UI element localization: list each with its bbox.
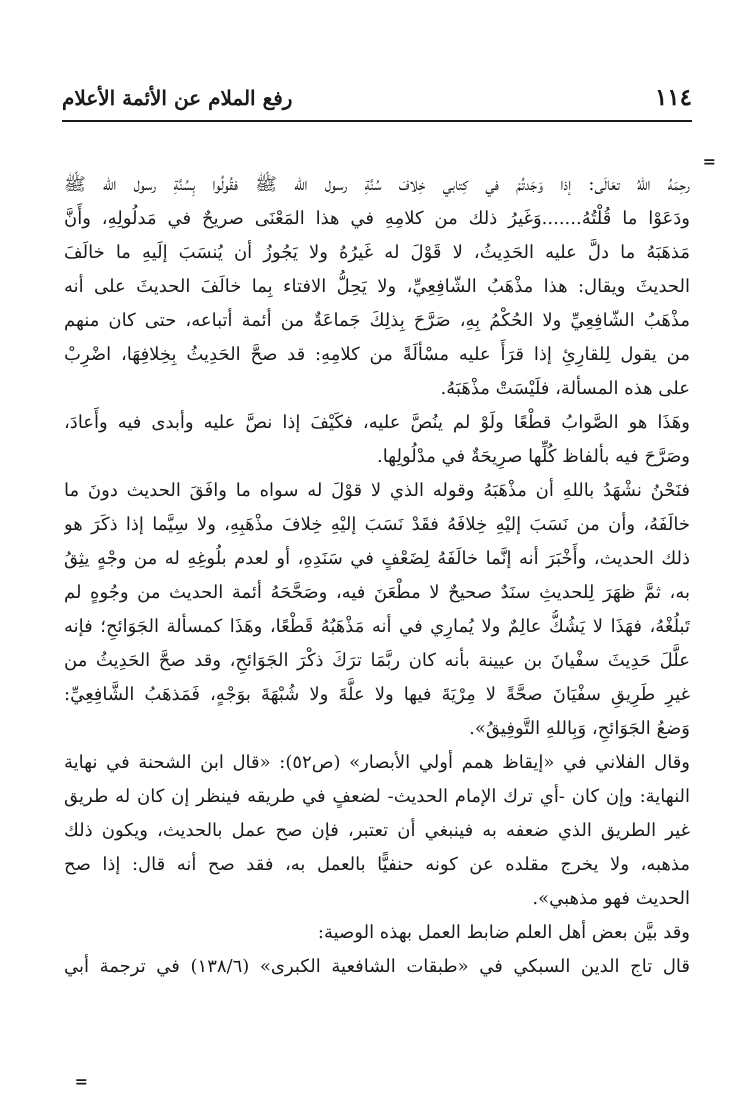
text-line: وقال الفلاني في «إيقاظ همم أولي الأبصار» (ص٥٢): «قال ابن الشحنة في نهاية (64, 752, 690, 773)
text-line: علَّلَ حَدِيثَ سفْيانَ بن عيينة بأنه كان ربَّمَا ترَكَ ذكْرَ الجَوَائحِ، وقد صحَّ الحَدِيثُ من (64, 650, 690, 671)
text-line: به، ثمَّ ظهَرَ لِلحديثِ سنَدٌ صحيحٌ لا مطْعَنَ فيه، وصَحَّحَهُ أئمة الحديث من وجُوهٍ لم (64, 582, 690, 603)
text-line: تَبلُغْهُ، فهَذَا لا يَشُكُّ عالِمٌ ولا يُمارِي في أنه مَذْهَبُهُ قَطْعًا، وهَذَا كمسألة الجَوَائحِ؛ فإنه (64, 616, 690, 637)
text-line: وَضعُ الجَوَائحِ، وَبِاللهِ التَّوفِيقُ». (469, 718, 690, 739)
text-line: رحِمَهُ اللهُ تعَالَى: إذا وَجَدتُمْ في كِتابي خِلافَ سُنَّةِ رسول الله ﷺ فقُولُوا بِسُنَّةِ رسول الله ﷺ (64, 174, 690, 195)
text-line: غيرِ طَرِيقِ سفْيَانَ صحَّةً لا مِرْيَةَ فيها ولا علَّةَ ولا شُبْهَةَ بوَجْهٍ، فَمَذهَبُ الشَّافِعِيِّ: (64, 684, 690, 705)
page-number: ١١٤ (654, 84, 692, 111)
page-header (62, 84, 692, 118)
text-line: قال تاج الدين السبكي في «طبقات الشافعية الكبرى» (١٣٨/٦) في ترجمة أبي (64, 956, 690, 977)
text-line: فنَحْنُ نشْهَدُ باللهِ أن مذْهَبَهُ وقوله الذي لا قوْلَ له سواه ما وافَقَ الحديث دونَ ما (64, 480, 690, 501)
text-line: ذلك الحديث، وأَخْبَرَ أنه إنَّما خالَفَهُ لِضَعْفٍ في سَنَدِهِ، أو لعدم بلُوغِهِ له من وجْهٍ يثِقُ (64, 548, 690, 569)
running-title: رفع الملام عن الأئمة الأعلام (62, 86, 293, 110)
text-line: وهَذَا هو الصَّوابُ قطْعًا ولَوْ لم ينُصَّ عليه، فكَيْفَ إذا نصَّ عليه وأبدى فيه وأَعادَ، (64, 412, 690, 433)
footnote-continuation-marker-top: = (702, 152, 716, 171)
footnote-body-text (64, 168, 690, 984)
text-line: غير الطريق الذي ضعفه به فينبغي أن تعتبر، فإن صح عمل بالحديث، ويكون ذلك (64, 820, 690, 841)
text-line: الحديثَ ويقال: هذا مذْهَبُ الشّافِعِيِّ، ولا يَحِلُّ الافتاء بِما خالَفَ الحديثَ على أنه (64, 276, 690, 297)
text-line: النهاية: وإن كان -أي ترك الإمام الحديث- لضعفٍ في طريقه فينظر إن كان له طريق (64, 786, 690, 807)
text-line: وصَرَّحَ فيه بألفاظ كُلِّها صرِيحَةٌ في مدْلُولِها. (376, 446, 690, 467)
text-line: مذهبه، ولا يخرج مقلده عن كونه حنفيًّا بالعمل به، فقد صح أنه قال: إذا صح (64, 854, 690, 875)
text-line: مذْهَبُ الشّافِعِيِّ ولا الحُكْمُ بِهِ، صَرَّحَ بِذلِكَ جَماعَةٌ من أئمة أتباعه، حتى كان منهم (64, 310, 690, 331)
footnote-continuation-marker-bottom: = (74, 1072, 88, 1091)
text-line: ودَعَوْا ما قُلْتُهُ.......وَغَيرُ ذلك من كلامِهِ في هذا المَعْنَى صريحٌ في مَدلُولِهِ، وأَنَّ (64, 208, 690, 229)
text-line: خالَفَهُ، وأن من نَسَبَ إليْهِ خِلافَهُ فقَدْ نَسَبَ إليْهِ خِلافَ مذْهَبِهِ، ولا سِيَّما إذا ذكَرَ هو (64, 514, 690, 535)
text-line: وقد بيَّن بعض أهل العلم ضابط العمل بهذه الوصية: (317, 922, 690, 943)
header-rule (62, 120, 692, 122)
text-line: الحديث فهو مذهبي». (532, 888, 690, 909)
text-line: مَذهَبَهُ ما دلَّ عليه الحَدِيثُ، لا قَوْلَ له غَيرُهُ ولا يَجُوزُ أن يُنسَبَ إلَيهِ ما خالَفَ (64, 242, 690, 263)
text-line: على هذه المسألة، فلَيْسَتْ مذْهَبَهُ. (440, 378, 690, 399)
text-line: من يقول لِلقارِئِ إذا قرَأَ عليه مسْألَةً من كلامِهِ: قد صحَّ الحَدِيثُ بِخِلافِهَا، اضْرِبْ (64, 344, 690, 365)
